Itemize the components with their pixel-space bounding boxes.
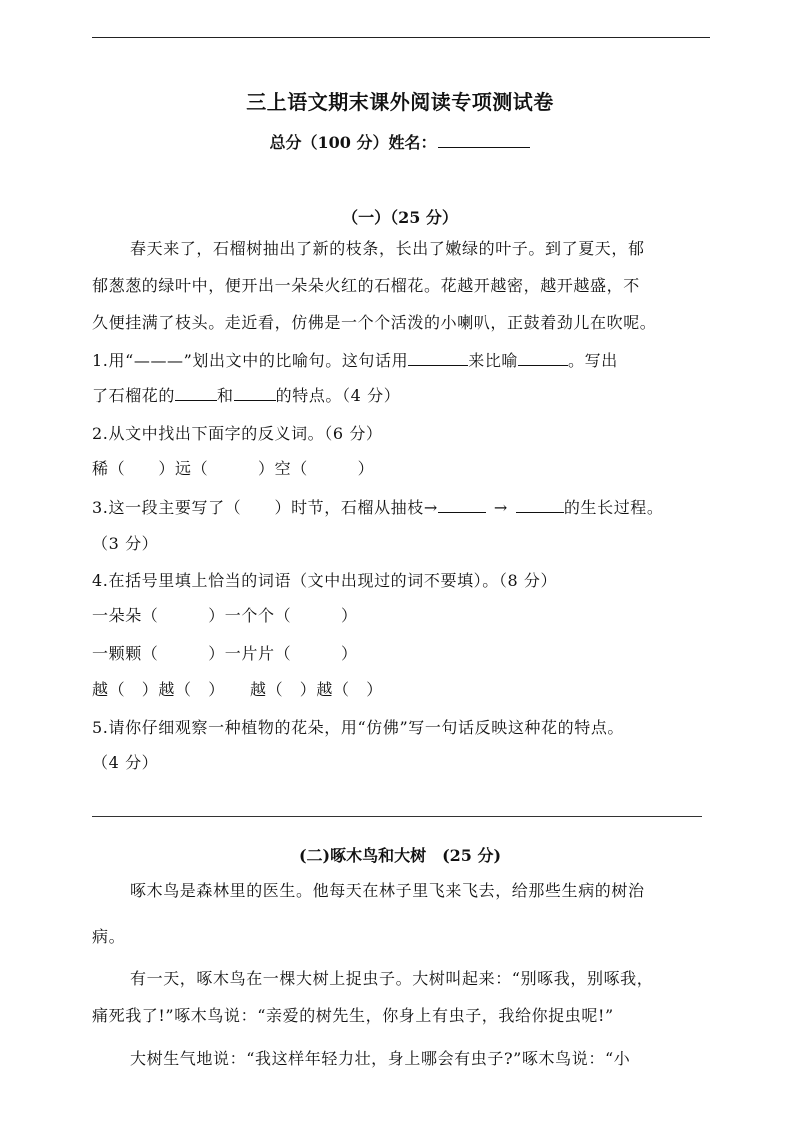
s1-passage-line: 春天来了，石榴树抽出了新的枝条，长出了嫩绿的叶子。到了夏天，郁 bbox=[130, 239, 645, 258]
q4-row: 一颗颗（ ）一片片（ ） bbox=[92, 644, 358, 663]
q3-blank-2[interactable] bbox=[516, 497, 564, 513]
score-label: 总分（100 分）姓名： bbox=[269, 133, 437, 152]
q4-row: 一朵朵（ ）一个个（ ） bbox=[92, 606, 358, 625]
q1-line1 bbox=[92, 350, 618, 372]
q3-text-a: 3.这一段主要写了（ ）时节，石榴从抽枝→ bbox=[92, 498, 438, 517]
name-blank[interactable] bbox=[438, 133, 530, 148]
section2-heading: (二)啄木鸟和大树 (25 分) bbox=[298, 846, 502, 865]
q1-text-e: 和 bbox=[217, 386, 234, 405]
q1-blank-1[interactable] bbox=[408, 350, 468, 366]
q1-text-d: 了石榴花的 bbox=[92, 386, 176, 405]
q1-text-a: 1.用“———”划出文中的比喻句。这句话用 bbox=[92, 351, 409, 370]
q1-text-f: 的特点。（4 分） bbox=[275, 386, 401, 405]
page-title: 三上语文期末课外阅读专项测试卷 bbox=[246, 90, 554, 114]
q3-text-c: 的生长过程。 bbox=[563, 498, 664, 517]
s1-passage-line: 久便挂满了枝头。走近看，仿佛是一个个活泼的小喇叭，正鼓着劲儿在吹呢。 bbox=[92, 313, 657, 332]
score-name-line bbox=[0, 130, 800, 153]
s2-passage-line: 啄木鸟是森林里的医生。他每天在林子里飞来飞去，给那些生病的树治 bbox=[130, 881, 645, 900]
s2-passage-line: 病。 bbox=[92, 927, 126, 946]
q1-blank-3[interactable] bbox=[175, 385, 217, 401]
q4-prompt: 4.在括号里填上恰当的词语（文中出现过的词不要填）。（8 分） bbox=[92, 571, 558, 590]
q1-text-b: 来比喻 bbox=[468, 351, 519, 370]
q1-text-c: 。写出 bbox=[568, 351, 618, 370]
q3-line1 bbox=[92, 497, 664, 519]
q1-line2 bbox=[92, 385, 400, 407]
q3-blank-1[interactable] bbox=[438, 497, 486, 513]
q3-score: （3 分） bbox=[92, 534, 159, 553]
q5-score: （4 分） bbox=[92, 753, 159, 772]
q1-blank-2[interactable] bbox=[518, 350, 568, 366]
s2-passage-line: 有一天，啄木鸟在一棵大树上捉虫子。大树叫起来：“别啄我，别啄我， bbox=[130, 969, 654, 988]
top-rule bbox=[92, 37, 710, 38]
q1-blank-4[interactable] bbox=[234, 385, 276, 401]
q2-items: 稀（ ）远（ ）空（ ） bbox=[92, 459, 375, 478]
s2-passage-line: 大树生气地说：“我这样年轻力壮，身上哪会有虫子?”啄木鸟说：“小 bbox=[130, 1049, 631, 1068]
q4-row: 越（ ）越（ ） 越（ ）越（ ） bbox=[92, 680, 383, 699]
s1-passage-line: 郁葱葱的绿叶中，便开出一朵朵火红的石榴花。花越开越密，越开越盛，不 bbox=[92, 276, 640, 295]
q3-arrow: → bbox=[493, 498, 508, 517]
q2-prompt: 2.从文中找出下面字的反义词。（6 分） bbox=[92, 424, 383, 443]
answer-line[interactable] bbox=[92, 816, 702, 817]
q5-prompt: 5.请你仔细观察一种植物的花朵，用“仿佛”写一句话反映这种花的特点。 bbox=[92, 718, 625, 737]
s2-passage-line: 痛死我了!”啄木鸟说：“亲爱的树先生，你身上有虫子，我给你捉虫呢!” bbox=[92, 1006, 614, 1025]
section1-heading: （一）（25 分） bbox=[342, 208, 458, 227]
